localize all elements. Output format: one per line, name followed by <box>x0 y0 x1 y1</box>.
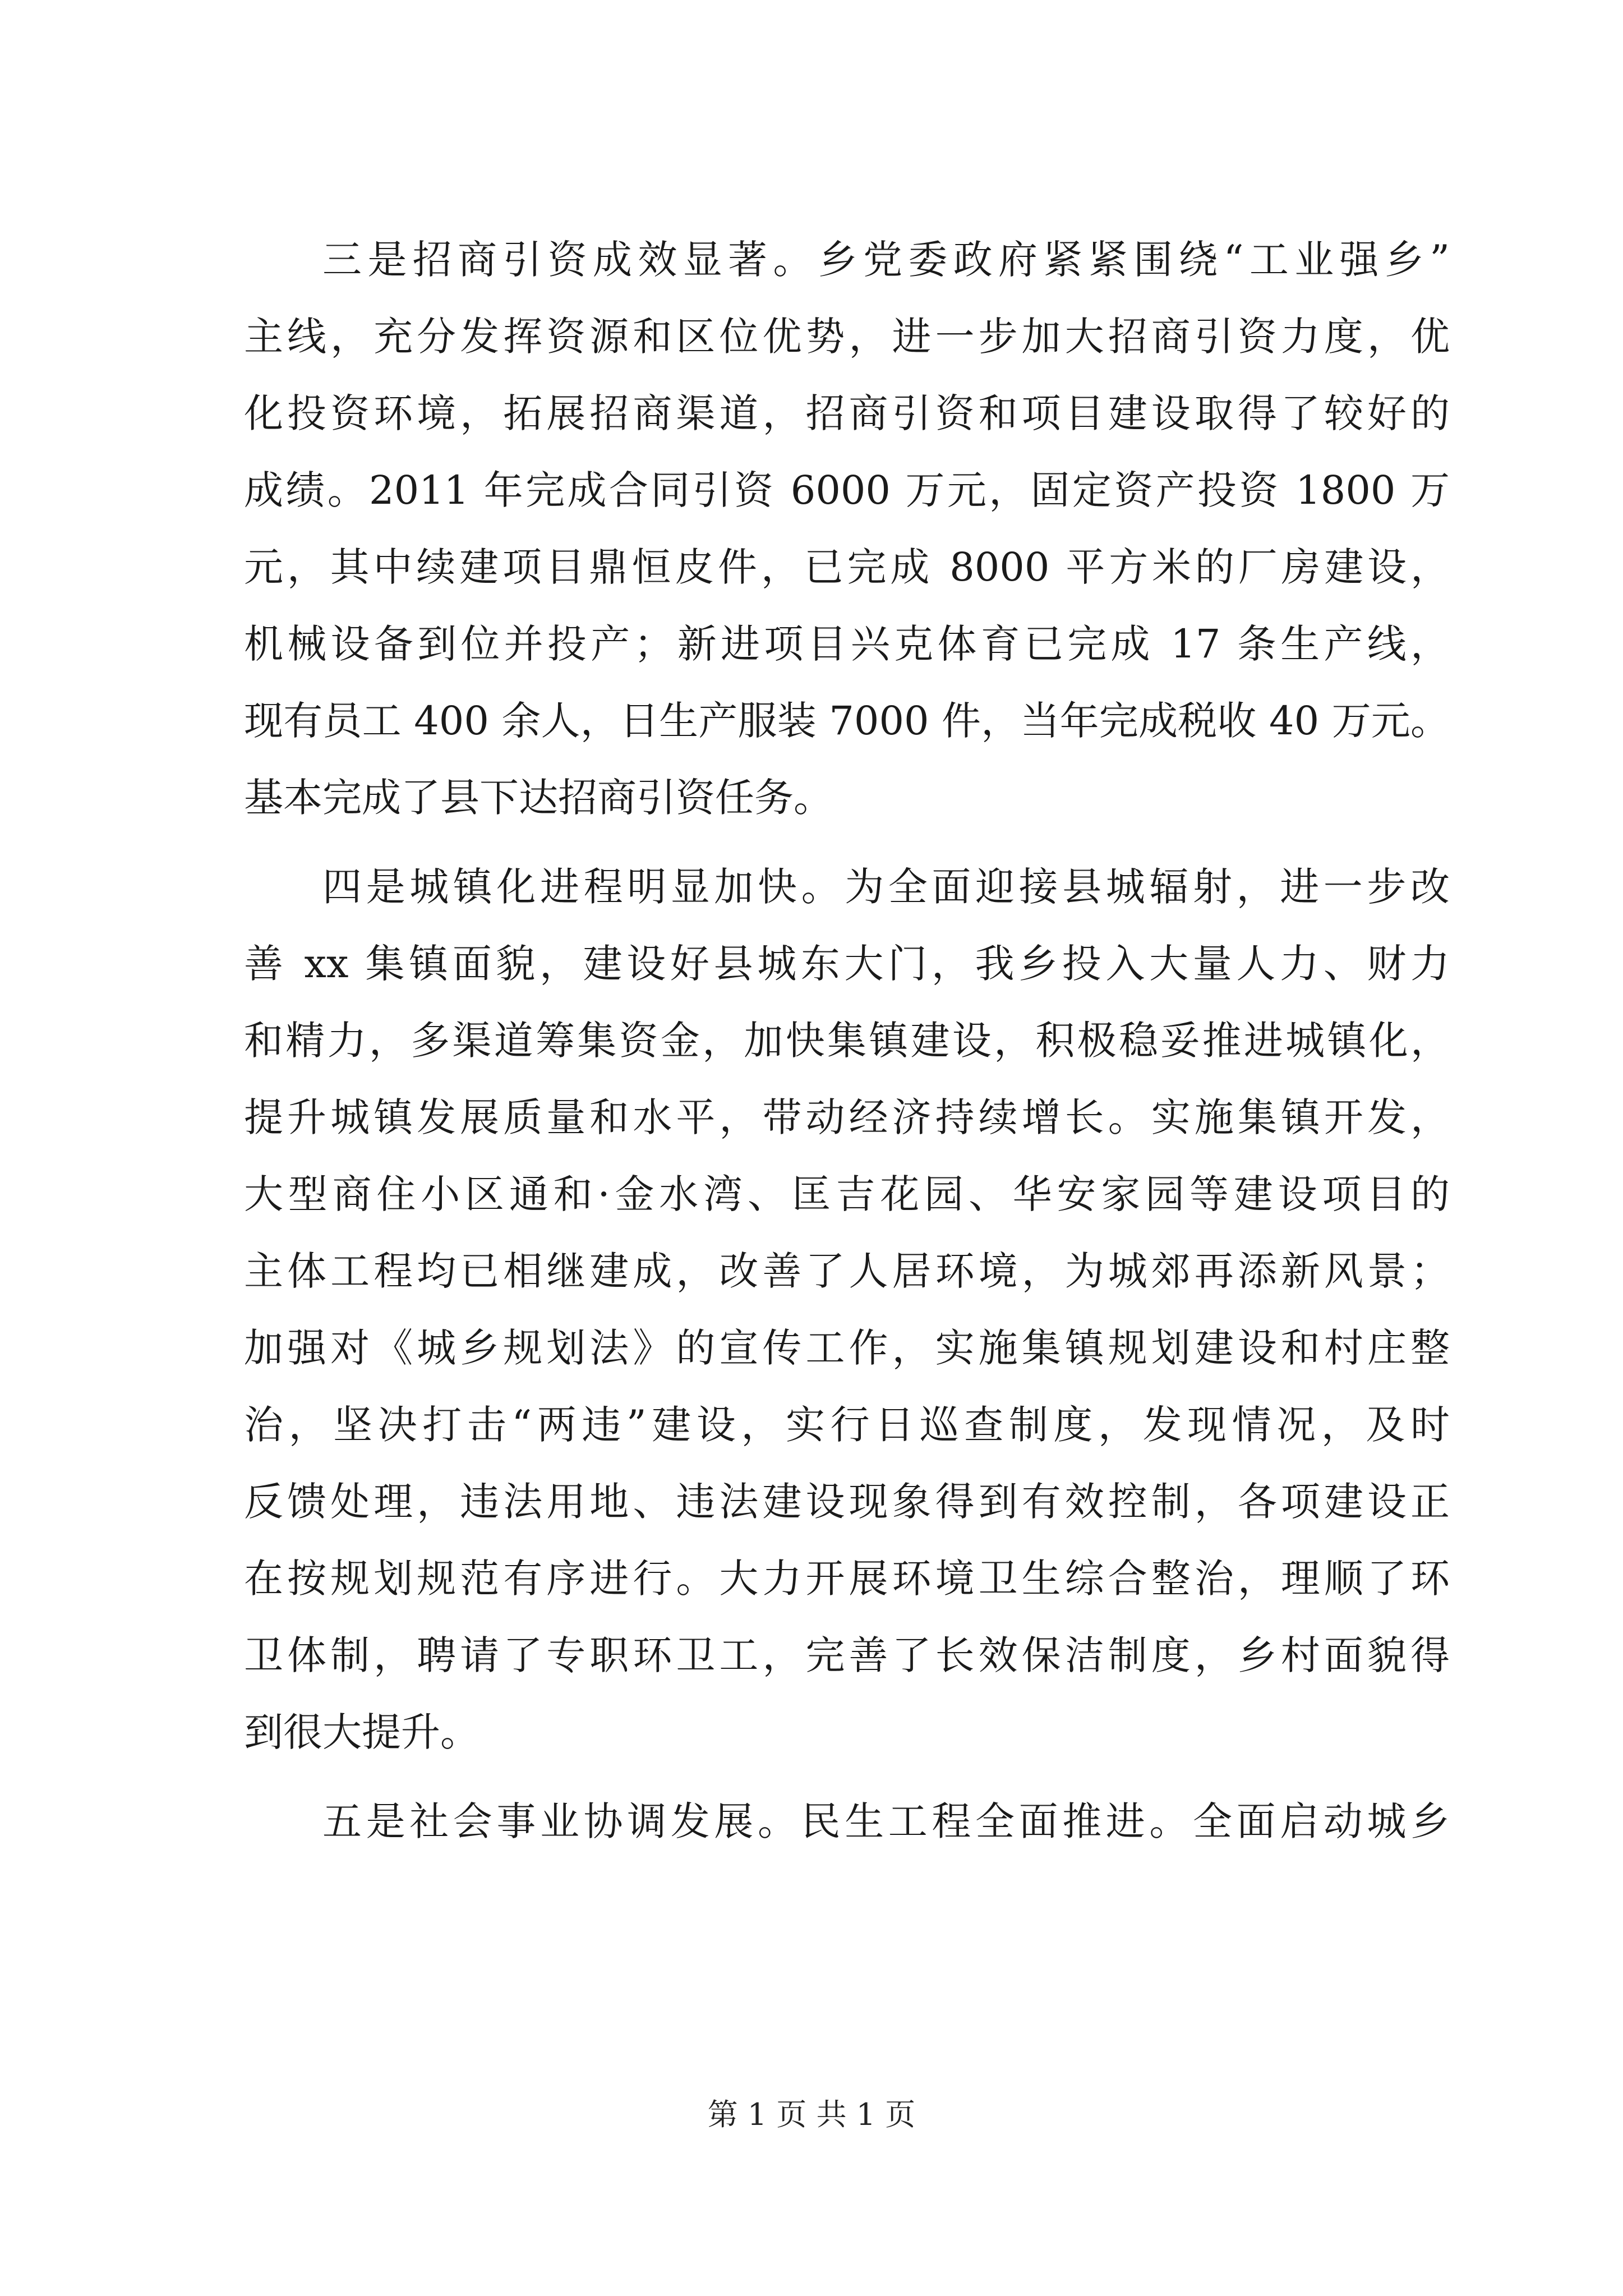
paragraph-line: 在按规划规范有序进行。大力开展环境卫生综合整治，理顺了环 <box>244 1556 1450 1602</box>
paragraph-line: 反馈处理，违法用地、违法建设现象得到有效控制，各项建设正 <box>244 1479 1450 1525</box>
paragraph-line: 现有员工 400 余人，日生产服装 7000 件，当年完成税收 40 万元。 <box>244 698 1450 744</box>
paragraph-line: 主体工程均已相继建成，改善了人居环境，为城郊再添新风景； <box>244 1248 1450 1294</box>
paragraph-line: 主线，充分发挥资源和区位优势，进一步加大招商引资力度，优 <box>244 314 1450 360</box>
paragraph-line: 基本完成了县下达招商引资任务。 <box>244 775 833 821</box>
paragraph-line: 元，其中续建项目鼎恒皮件，已完成 8000 平方米的厂房建设， <box>244 544 1450 590</box>
paragraph-spacer <box>244 1771 1450 1783</box>
paragraph-line: 五是社会事业协调发展。民生工程全面推进。全面启动城乡 <box>322 1798 1450 1844</box>
paragraph-spacer <box>244 836 1450 849</box>
paragraph-line: 大型商住小区通和·金水湾、匡吉花园、华安家园等建设项目的 <box>244 1171 1450 1217</box>
paragraph-1 <box>244 222 1450 836</box>
paragraph-line: 卫体制，聘请了专职环卫工，完善了长效保洁制度，乡村面貌得 <box>244 1632 1450 1678</box>
paragraph-line: 和精力，多渠道筹集资金，加快集镇建设，积极稳妥推进城镇化， <box>244 1018 1450 1064</box>
paragraph-line: 善 xx 集镇面貌，建设好县城东大门，我乡投入大量人力、财力 <box>244 941 1450 987</box>
paragraph-line: 加强对《城乡规划法》的宣传工作，实施集镇规划建设和村庄整 <box>244 1325 1450 1371</box>
paragraph-3 <box>244 1783 1450 1860</box>
paragraph-line: 机械设备到位并投产；新进项目兴克体育已完成 17 条生产线， <box>244 621 1450 667</box>
page-footer: 第 1 页 共 1 页 <box>707 2097 916 2132</box>
document-body <box>244 222 1450 1860</box>
paragraph-line: 三是招商引资成效显著。乡党委政府紧紧围绕“工业强乡” <box>322 237 1450 283</box>
paragraph-2 <box>244 849 1450 1771</box>
paragraph-line: 提升城镇发展质量和水平，带动经济持续增长。实施集镇开发， <box>244 1094 1450 1140</box>
paragraph-line: 治，坚决打击“两违”建设，实行日巡查制度，发现情况，及时 <box>244 1402 1450 1448</box>
paragraph-line: 到很大提升。 <box>244 1709 479 1755</box>
paragraph-line: 化投资环境，拓展招商渠道，招商引资和项目建设取得了较好的 <box>244 390 1450 436</box>
paragraph-line: 成绩。2011 年完成合同引资 6000 万元，固定资产投资 1800 万 <box>244 467 1450 513</box>
paragraph-line: 四是城镇化进程明显加快。为全面迎接县城辐射，进一步改 <box>322 864 1450 910</box>
